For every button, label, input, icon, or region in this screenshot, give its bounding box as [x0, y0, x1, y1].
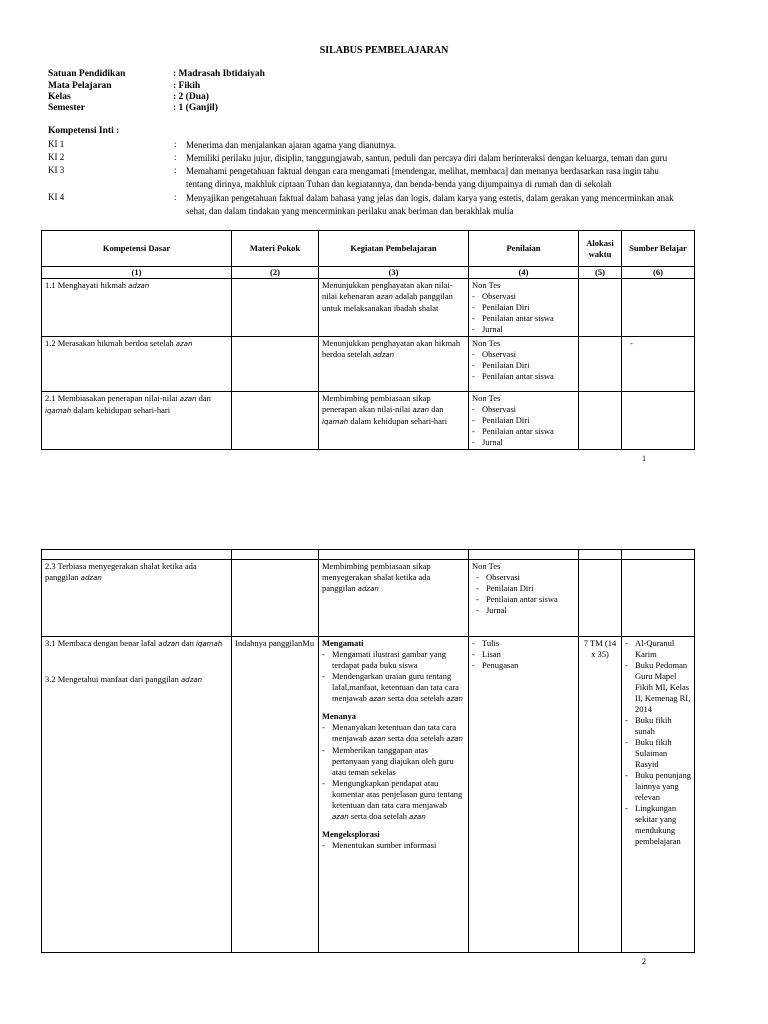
alokasi-cell: [579, 560, 622, 637]
kegiatan-mid: dan: [429, 404, 444, 414]
alokasi-cell: [579, 279, 622, 337]
kd-text: 1.2 Merasakan hikmah berdoa setelah: [45, 338, 176, 348]
kegiatan-heading: Menanya: [322, 711, 356, 721]
penilaian-item: - Penilaian Diri: [472, 360, 575, 371]
penilaian-cell: [469, 560, 579, 637]
kd-text: 3.2 Mengetahui manfaat dari panggilan: [45, 674, 181, 684]
penilaian-item: - Penilaian antar siswa: [472, 371, 575, 382]
col-number: (3): [319, 267, 469, 279]
table-row-empty: [42, 550, 695, 560]
sumber-item: - Buku fikih sunah: [625, 715, 691, 737]
kegiatan-text: Menanyakan ketentuan dan tata cara menjawab: [332, 722, 457, 743]
penilaian-title: Non Tes: [472, 338, 501, 348]
sumber-cell: [622, 560, 695, 637]
kegiatan-cell: [319, 279, 469, 337]
penilaian-item: - Penilaian Diri: [476, 583, 575, 594]
kd-cell: [42, 392, 232, 450]
page-title: SILABUS PEMBELAJARAN: [319, 45, 449, 56]
kegiatan-text: Membimbing pembiasaan sikap menyegerakan shalat ketika ada panggilan: [322, 561, 431, 593]
kd-text: 2.1 Membiasakan penerapan nilai-nilai: [45, 393, 180, 403]
penilaian-item: - Penilaian antar siswa: [472, 313, 575, 324]
identity-label: Mata Pelajaran: [48, 81, 112, 91]
table-row: [42, 560, 695, 637]
penilaian-item: - Jurnal: [472, 324, 575, 335]
materi-cell: [232, 560, 319, 637]
col-header: Kegiatan Pembelajaran: [319, 231, 469, 267]
kd-italic: adzan: [158, 640, 180, 648]
ki-code: KI 3: [48, 165, 65, 175]
empty-cell: [579, 550, 622, 560]
penilaian-item: - Jurnal: [476, 605, 575, 616]
kegiatan-cell: [319, 560, 469, 637]
kd-text: 3.1 Membaca dengan benar lafal: [45, 638, 159, 648]
penilaian-title: Non Tes: [472, 280, 501, 290]
penilaian-item: - Penugasan: [472, 660, 575, 671]
kegiatan-italic: azan: [332, 813, 349, 821]
col-number: (6): [622, 267, 695, 279]
col-header: Sumber Belajar: [622, 231, 695, 267]
kegiatan-italic: azan: [446, 695, 463, 703]
kegiatan-item: [322, 778, 465, 823]
materi-cell: [232, 392, 319, 450]
kegiatan-text: Mengungkapkan pendapat atau komentar atas penjelasan guru tentang ketentuan dan tata cara menjawab: [332, 778, 463, 810]
ki-colon: :: [174, 152, 177, 162]
ki-code: KI 1: [48, 139, 65, 149]
kegiatan-cell: [319, 392, 469, 450]
kegiatan-italic: adzan: [357, 585, 379, 593]
ki-text: Memiliki perilaku jujur, disiplin, tanggungjawab, santun, peduli dan percaya diri dalam berinteraksi dengan keluarga, teman dan guru: [186, 153, 668, 163]
sumber-item: - Buku penunjang lainnya yang relevan: [625, 770, 691, 803]
ki-colon: :: [174, 192, 177, 202]
kegiatan-item: [322, 745, 465, 778]
ki-code: KI 2: [48, 152, 65, 162]
sumber-item: - Lingkungan sekitar yang mendukung pembelajaran: [625, 803, 691, 847]
syllabus-table-page1: [41, 230, 695, 450]
identity-value: : 2 (Dua): [173, 92, 209, 102]
sumber-cell: -: [622, 337, 695, 392]
kegiatan-text: Menunjukkan penghayatan akan nilai-nilai kebenaran: [322, 280, 453, 301]
alokasi-cell: 7 TM (14 x 35): [579, 637, 622, 953]
penilaian-cell: [469, 279, 579, 337]
kegiatan-italic: azan: [412, 406, 430, 414]
kd-mid: dan: [179, 638, 196, 648]
kegiatan-item: [322, 722, 465, 745]
sumber-item: - Buku Pedoman Guru Mapel Fikih MI, Kelas II, Kemenag RI, 2014: [625, 660, 691, 715]
ki-text-cont: tentang dirinya, makhluk ciptaan Tuhan dan kegiatannya, dan benda-benda yang dijumpainya di rumah dan di sekolah: [186, 179, 612, 189]
kd-italic: iqamah: [195, 640, 223, 648]
penilaian-item: - Observasi: [472, 404, 575, 415]
penilaian-item: - Penilaian Diri: [472, 302, 575, 313]
penilaian-cell: [469, 392, 579, 450]
ki-text: Menyajikan pengetahuan faktual dalam bahasa yang jelas dan logis, dalam karya yang estetis, dalam gerakan yang mencerminkan anak: [186, 193, 674, 203]
kegiatan-italic: azan: [446, 735, 463, 743]
kegiatan-text: Mengamati ilustrasi gambar yang terdapat pada buku siswa: [332, 649, 447, 670]
kd-cell: [42, 637, 232, 953]
empty-cell: [622, 550, 695, 560]
kd-italic: iqamah: [45, 407, 72, 415]
materi-cell: Indahnya panggilanMu: [232, 637, 319, 953]
identity-label: Satuan Pendidikan: [48, 69, 126, 79]
kegiatan-item: [322, 840, 465, 851]
penilaian-item: - Penilaian antar siswa: [476, 594, 575, 605]
kd-text: 1.1 Menghayati hikmah: [45, 280, 129, 290]
ki-text: Memahami pengetahuan faktual dengan cara mengamati [mendengar, melihat, membaca] dan menanya berdasarkan rasa ingin tahu: [186, 166, 659, 176]
col-header: Kompetensi Dasar: [42, 231, 232, 267]
penilaian-item: - Observasi: [472, 291, 575, 302]
kegiatan-text: Menentukan sumber informasi: [332, 840, 437, 850]
col-number: (4): [469, 267, 579, 279]
empty-cell: [42, 550, 232, 560]
kd-italic: adzan: [180, 676, 203, 684]
kegiatan-italic: azan: [369, 695, 386, 703]
identity-value: : Madrasah Ibtidaiyah: [173, 69, 265, 79]
table-row: [42, 337, 695, 392]
materi-cell: [232, 337, 319, 392]
kd-cell: [42, 560, 232, 637]
kegiatan-tail: dalam kehidupan sehari-hari: [348, 416, 448, 426]
kegiatan-tail: adalah panggilan untuk melaksanakan ibadah shalat: [322, 291, 453, 313]
kd-tail: dalam kehidupan sehari-hari: [71, 405, 171, 415]
table-row: [42, 279, 695, 337]
ki-text-cont: sehat, dan dalam tindakan yang mencerminkan perilaku anak beriman dan berakhlak mulia: [186, 206, 514, 216]
kegiatan-heading: Mengamati: [322, 638, 364, 648]
ki-text: Menerima dan menjalankan ajaran agama yang dianutnya.: [186, 140, 397, 150]
kegiatan-text: Menunjukkan penghayatan akan hikmah berdoa setelah: [322, 338, 461, 359]
penilaian-item: - Observasi: [476, 572, 575, 583]
col-header: Alokasi waktu: [579, 231, 622, 267]
kd-italic: adzan: [80, 574, 102, 582]
page-number: 2: [642, 957, 646, 966]
table-row: [42, 392, 695, 450]
kegiatan-mid: serta doa setelah: [348, 811, 410, 821]
kegiatan-mid: serta doa setelah: [385, 733, 447, 743]
kegiatan-italic: adzan: [372, 351, 395, 359]
col-number: (5): [579, 267, 622, 279]
kegiatan-italic: azan: [376, 293, 393, 301]
penilaian-item: - Penilaian Diri: [472, 415, 575, 426]
identity-value: : 1 (Ganjil): [173, 103, 218, 113]
penilaian-title: Non Tes: [472, 561, 501, 571]
materi-cell: [232, 279, 319, 337]
sumber-cell: [622, 392, 695, 450]
penilaian-item: - Tulis: [472, 638, 575, 649]
penilaian-item: - Jurnal: [472, 437, 575, 448]
ki-colon: :: [174, 165, 177, 175]
kegiatan-italic: azan: [369, 735, 386, 743]
kd-cell: [42, 279, 232, 337]
penilaian-title: Non Tes: [472, 393, 501, 403]
kegiatan-text: Mendengarkan uraian guru tentang lafal,manfaat, ketentuan dan tata cara menjawab: [332, 671, 459, 703]
kegiatan-italic: azan: [409, 813, 426, 821]
kd-mid: dan: [196, 393, 211, 403]
empty-cell: [469, 550, 579, 560]
identity-value: : Fikih: [173, 81, 201, 91]
kegiatan-item: [322, 649, 465, 671]
col-number: (2): [232, 267, 319, 279]
table-row: [42, 637, 695, 953]
sumber-cell: [622, 637, 695, 953]
kegiatan-mid: serta doa setelah: [385, 693, 447, 703]
col-header: Materi Pokok: [232, 231, 319, 267]
sumber-cell: [622, 279, 695, 337]
kegiatan-italic: iqamah: [322, 418, 349, 426]
penilaian-item: - Penilaian antar siswa: [472, 426, 575, 437]
col-number: (1): [42, 267, 232, 279]
alokasi-cell: [579, 392, 622, 450]
kegiatan-item: [322, 671, 465, 705]
penilaian-item: - Lisan: [472, 649, 575, 660]
table-header-row: [42, 231, 695, 267]
sumber-item: - Al-Quranul Karim: [625, 638, 691, 660]
ki-heading: Kompetensi Inti :: [48, 126, 120, 136]
kegiatan-text: Memberikan tanggapan atas pertanyaan yang diajukan oleh guru atau teman sekelas: [332, 745, 454, 777]
kegiatan-text: Membimbing pembiasaan sikap penerapan akan nilai-nilai: [322, 393, 431, 414]
col-header: Penilaian: [469, 231, 579, 267]
penilaian-cell: [469, 337, 579, 392]
empty-cell: [319, 550, 469, 560]
page-number: 1: [642, 454, 646, 463]
syllabus-table-page2: [41, 549, 695, 953]
empty-cell: [232, 550, 319, 560]
penilaian-cell: [469, 637, 579, 953]
penilaian-item: - Observasi: [472, 349, 575, 360]
ki-code: KI 4: [48, 192, 65, 202]
kd-italic: azan: [179, 395, 197, 403]
kegiatan-cell: [319, 337, 469, 392]
identity-label: Semester: [48, 103, 85, 113]
alokasi-cell: [579, 337, 622, 392]
sumber-item: - Buku fikih Sulaiman Rasyid: [625, 737, 691, 770]
kd-cell: [42, 337, 232, 392]
identity-label: Kelas: [48, 92, 71, 102]
column-number-row: [42, 267, 695, 279]
kd-italic: adzan: [128, 282, 150, 290]
kd-text: 2.3 Terbiasa menyegerakan shalat ketika ada panggilan: [45, 561, 197, 582]
ki-colon: :: [174, 139, 177, 149]
kd-italic: azan: [175, 340, 193, 348]
kegiatan-heading: Mengeksplorasi: [322, 829, 380, 839]
kegiatan-cell: [319, 637, 469, 953]
